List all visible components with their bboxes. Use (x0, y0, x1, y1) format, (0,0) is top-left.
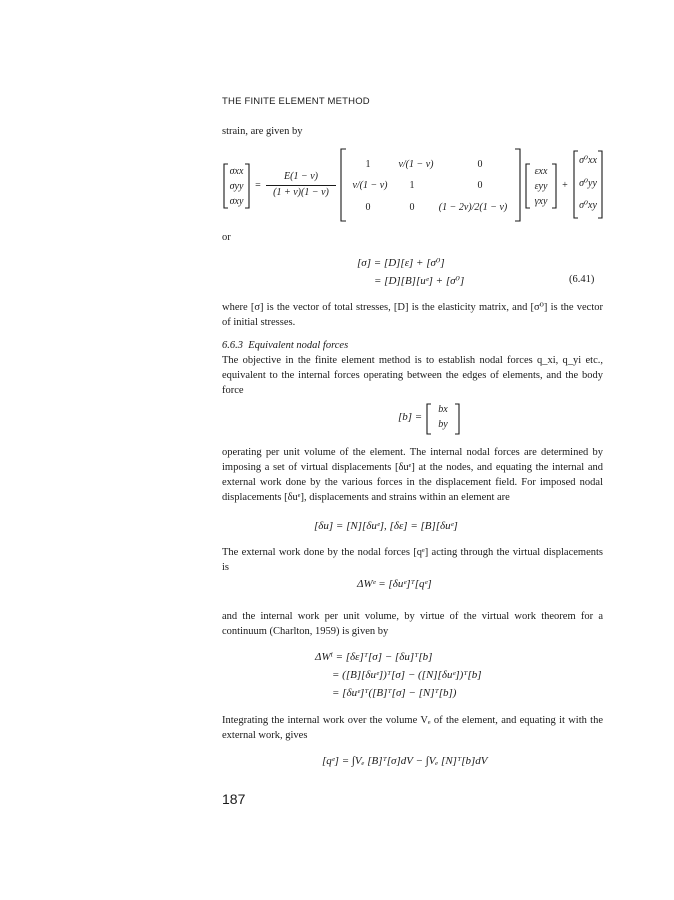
paragraph-where: where [σ] is the vector of total stresses, [D] is the elasticity matrix, and [σ⁰] is the vector of initial stresses. (222, 302, 603, 328)
body-force-lhs: [b] = (398, 411, 423, 423)
running-header: THE FINITE ELEMENT METHOD (222, 96, 370, 107)
paragraph-intro: strain, are given by (222, 126, 303, 137)
m21: 0 (409, 202, 415, 213)
lhs-sxx: σxx (229, 166, 244, 177)
internal-work-line-2: = ([B][δuᵉ])ᵀ[σ] − ([N][δuᵉ])ᵀ[b] (332, 669, 482, 681)
paragraph-objective: The objective in the finite element method is to establish nodal forces q_xi, q_yi etc., equivalent to the internal forces operating between the edges of elements, and the body force (222, 355, 603, 396)
paragraph-or: or (222, 232, 231, 243)
paragraph-external-work: The external work done by the nodal forces [qᵉ] acting through the virtual displacements is (222, 547, 603, 573)
internal-work-line-3: = [δuᵉ]ᵀ([B]ᵀ[σ] − [N]ᵀ[b]) (332, 687, 457, 699)
nodal-force-equation: [qᵉ] = ∫Vₑ [B]ᵀ[σ]dV − ∫Vₑ [N]ᵀ[b]dV (322, 755, 488, 767)
paragraph-integrating: Integrating the internal work over the volume Vₑ of the element, and equating it with the external work, gives (222, 715, 603, 741)
m11: 1 (409, 180, 415, 191)
external-work-equation: ΔWᵉ = [δuᵉ]ᵀ[qᵉ] (357, 578, 432, 590)
equation-6-41-line-2: = [D][B][uᵉ] + [σ⁰] (374, 275, 465, 287)
coef-fraction-bar (266, 185, 336, 186)
coef-denominator: (1 + ν)(1 − ν) (273, 187, 329, 198)
equation-number-6-41: (6.41) (569, 274, 595, 285)
m22: (1 − 2ν)/2(1 − ν) (438, 202, 508, 213)
equation-6-41-line-1: [σ] = [D][ε] + [σ⁰] (357, 257, 445, 269)
strain-gxy: γxy (534, 196, 548, 207)
paragraph-internal-work: and the internal work per unit volume, by virtue of the virtual work theorem for a continuum (Charlton, 1959) is given by (222, 611, 603, 637)
section-heading (222, 340, 348, 351)
m02: 0 (477, 159, 483, 170)
m20: 0 (365, 202, 371, 213)
matrix-brackets (0, 0, 674, 240)
paragraph-virtual-displacements: operating per unit volume of the element. The internal nodal forces are determined by imposing a set of virtual displacements [δuᵉ] at the nodes, and equating the internal and external work done by the various forces in the displacement field. For imposed nodal displacements [δuᵉ], displacements and strains within an element are (222, 447, 603, 503)
m12: 0 (477, 180, 483, 191)
lhs-sxy: σxy (229, 196, 244, 207)
plus-sign: + (562, 180, 568, 191)
lhs-syy: σyy (229, 181, 244, 192)
body-force-by: by (438, 419, 448, 430)
initial-syy: σ⁰yy (579, 178, 597, 189)
equals-sign: = (255, 180, 261, 191)
m10: ν/(1 − ν) (352, 180, 388, 191)
initial-sxx: σ⁰xx (579, 155, 597, 166)
m00: 1 (365, 159, 371, 170)
virtual-displacement-equation: [δu] = [N][δuᵉ], [δε] = [B][δuᵉ] (314, 520, 458, 532)
page-number: 187 (222, 791, 246, 807)
strain-eyy: εyy (534, 181, 548, 192)
strain-exx: εxx (534, 166, 548, 177)
coef-numerator: E(1 − ν) (284, 171, 318, 182)
initial-sxy: σ⁰xy (579, 200, 597, 211)
section-title: Equivalent nodal forces (248, 340, 349, 351)
m01: ν/(1 − ν) (398, 159, 434, 170)
body-force-bx: bx (438, 404, 448, 415)
internal-work-line-1: ΔWⁱ = [δε]ᵀ[σ] − [δu]ᵀ[b] (315, 651, 433, 663)
section-number: 6.6.3 (222, 340, 243, 351)
